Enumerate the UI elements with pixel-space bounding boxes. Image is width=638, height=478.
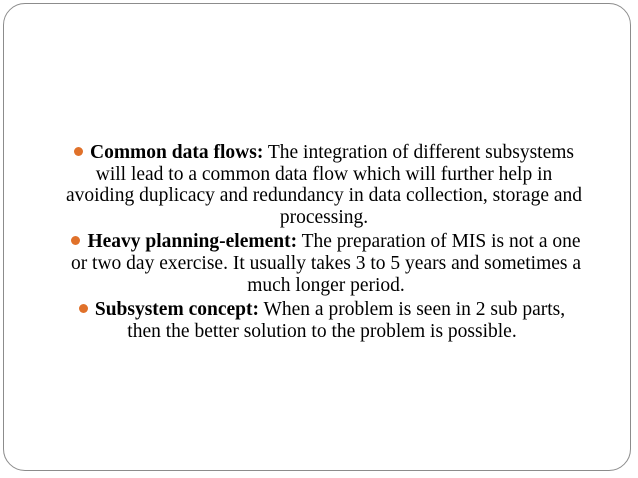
bullet-list — [24, 142, 620, 342]
bullet-item-common-data-flows — [24, 142, 620, 228]
bullet-dot-icon — [74, 147, 83, 156]
bullet-dot-icon — [71, 236, 80, 245]
slide-frame — [3, 3, 631, 471]
bullet-item-subsystem-concept — [24, 299, 620, 342]
bullet-item-heavy-planning — [24, 231, 620, 296]
bullet-text: The preparation of MIS is not a one or two day exercise. It usually takes 3 to 5 years and sometimes a much longer period. — [70, 231, 582, 296]
bullet-text: The integration of different subsystems will lead to a common data flow which will further help in avoiding duplicacy and redundancy in data collection, storage and processing. — [65, 142, 583, 228]
bullet-text: When a problem is seen in 2 sub parts, then the better solution to the problem is possible. — [127, 299, 566, 342]
bullet-dot-icon — [79, 304, 88, 313]
bullet-term: Subsystem concept: — [94, 299, 259, 321]
bullet-term: Common data flows: — [89, 142, 264, 163]
bullet-term: Heavy planning-element: — [87, 231, 298, 253]
